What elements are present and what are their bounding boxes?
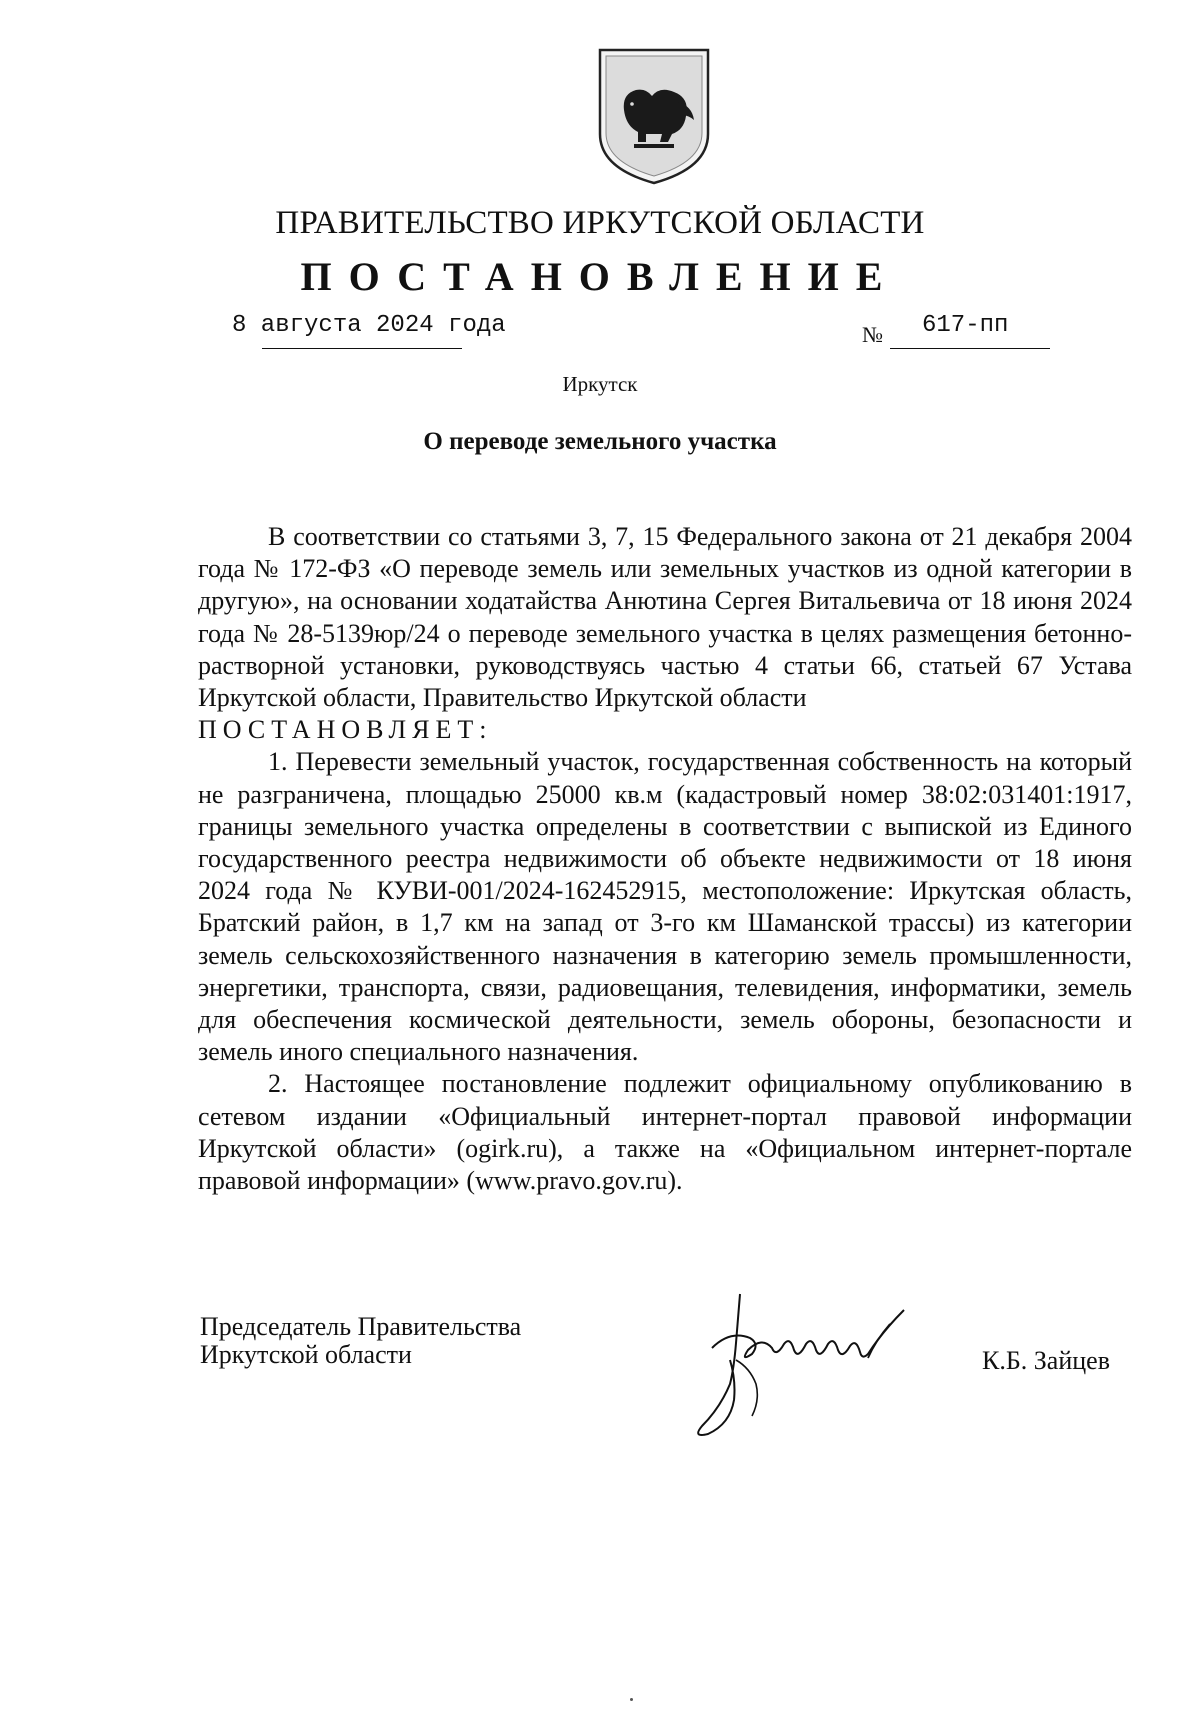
decree-number: 617-пп bbox=[922, 312, 1009, 339]
document-type-heading: ПОСТАНОВЛЕНИЕ bbox=[300, 254, 900, 299]
signatory-title-line-2: Иркутской области bbox=[200, 1340, 412, 1369]
item-1-paragraph: 1. Перевести земельный участок, государственная собственность на который не разграничена, площадью 25000 кв.м (кадастровый номер 38:02:031401:1917, границы земельного участка определены в соответствии с выпиской из Единого государственного реестра недвижимости об объекте недвижимости от 18 июня 2024 года № КУВИ-001/2024-162452915, местоположение: Иркутская область, Братский район, в 1,7 км на запад от 3-го км Шаманской трассы) из категории земель сельскохозяйственного назначения в категорию земель промышленности, энергетики, транспорта, связи, радиовещания, телевидения, информатики, земель для обеспечения космической деятельности, земель обороны, безопасности и земель иного специального назначения. bbox=[198, 747, 1132, 1067]
coat-of-arms-emblem bbox=[594, 46, 714, 186]
city-name: Иркутск bbox=[562, 372, 638, 396]
signatory-name: К.Б. Зайцев bbox=[982, 1346, 1110, 1375]
item-2-paragraph: 2. Настоящее постановление подлежит официальному опубликованию в сетевом издании «Официальный интернет-портал правовой информации Иркутской области» (ogirk.ru), а также на «Официальном интернет-портале правовой информации» (www.pravo.gov.ru). bbox=[198, 1069, 1132, 1196]
signatory-title bbox=[200, 1313, 521, 1369]
date-underline bbox=[262, 348, 462, 349]
resolves-heading: ПОСТАНОВЛЯЕТ: bbox=[198, 715, 493, 745]
handwritten-signature bbox=[690, 1288, 930, 1443]
decree-date: 8 августа 2024 года bbox=[232, 312, 506, 339]
number-sign: № bbox=[862, 322, 883, 347]
number-underline bbox=[890, 348, 1050, 349]
decree-body bbox=[198, 521, 1132, 1197]
signatory-title-line-1: Председатель Правительства bbox=[200, 1312, 522, 1341]
scan-artifact-dot bbox=[630, 1698, 633, 1701]
decree-subject: О переводе земельного участка bbox=[423, 428, 777, 455]
government-name: ПРАВИТЕЛЬСТВО ИРКУТСКОЙ ОБЛАСТИ bbox=[275, 205, 925, 241]
preamble-paragraph: В соответствии со статьями 3, 7, 15 Федерального закона от 21 декабря 2004 года № 172-ФЗ «О переводе земель или земельных участков из одной категории в другую», на основании ходатайства Анютина Сергея Витальевича от 18 июня 2024 года № 28-5139юр/24 о переводе земельного участка в целях размещения бетонно-растворной установки, руководствуясь частью 4 статьи 66, статьей 67 Устава Иркутской области, Правительство Иркутской области bbox=[198, 522, 1132, 713]
